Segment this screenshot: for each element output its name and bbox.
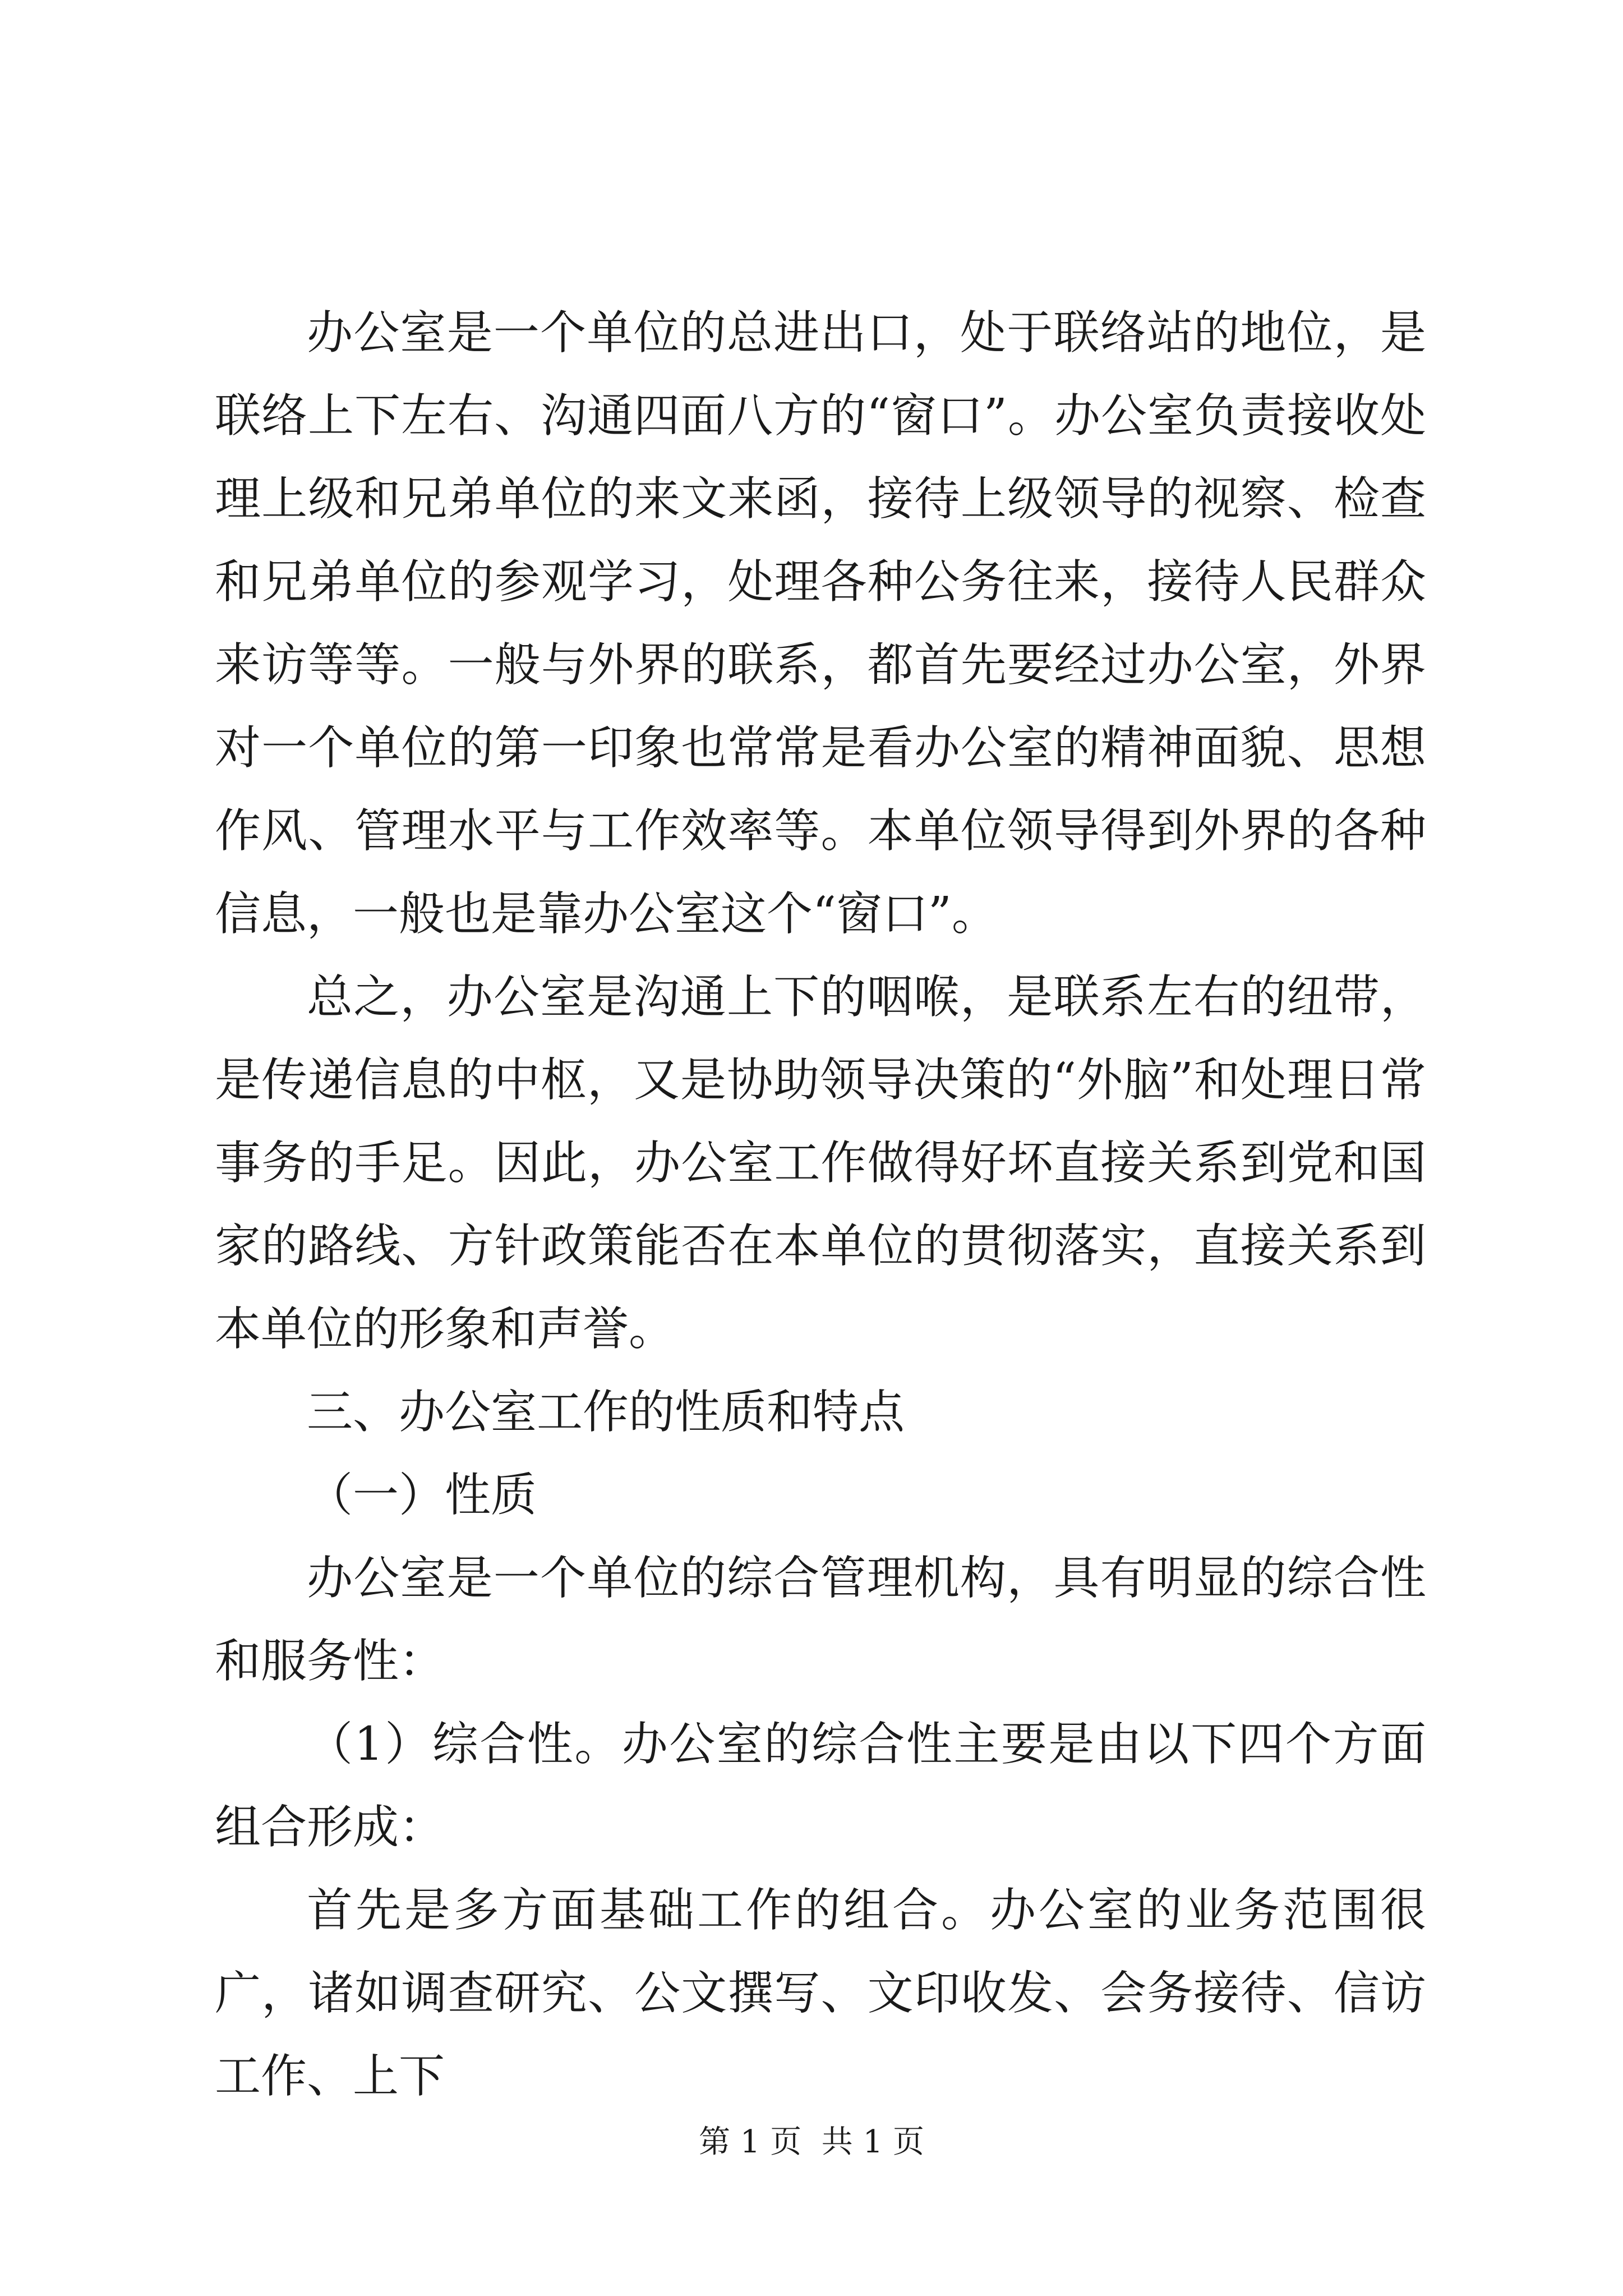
paragraph-summary: 总之，办公室是沟通上下的咽喉，是联系左右的纽带，是传递信息的中枢，又是协助领导决策的“外脑”和处理日常事务的手足。因此，办公室工作做得好坏直接关系到党和国家的路线、方针政策能否在本单位的贯彻落实，直接关系到本单位的形象和声誉。 [215, 970, 1426, 1356]
paragraph-basic-work-combination: 首先是多方面基础工作的组合。办公室的业务范围很广，诸如调查研究、公文撰写、文印收发、会务接待、信访工作、上下 [215, 1884, 1426, 2103]
sub-heading-nature: （一）性质 [307, 1469, 537, 1522]
page-number-label: 第 1 页 共 1 页 [698, 2124, 925, 2160]
paragraph-comprehensiveness: （1）综合性。办公室的综合性主要是由以下四个方面组合形成： [215, 1718, 1426, 1854]
page-footer [0, 2123, 1623, 2162]
document-body [215, 292, 1426, 2118]
paragraph-window-role: 办公室是一个单位的总进出口，处于联络站的地位，是联络上下左右、沟通四面八方的“窗口”。办公室负责接收处理上级和兄弟单位的来文来函，接待上级领导的视察、检查和兄弟单位的参观学习，处理各种公务往来，接待人民群众来访等等。一般与外界的联系，都首先要经过办公室，外界对一个单位的第一印象也常常是看办公室的精神面貌、思想作风、管理水平与工作效率等。本单位领导得到外界的各种信息，一般也是靠办公室这个“窗口”。 [215, 306, 1426, 941]
section-heading-nature-and-features: 三、办公室工作的性质和特点 [307, 1386, 905, 1439]
paragraph-nature-definition: 办公室是一个单位的综合管理机构，具有明显的综合性和服务性： [215, 1552, 1426, 1688]
